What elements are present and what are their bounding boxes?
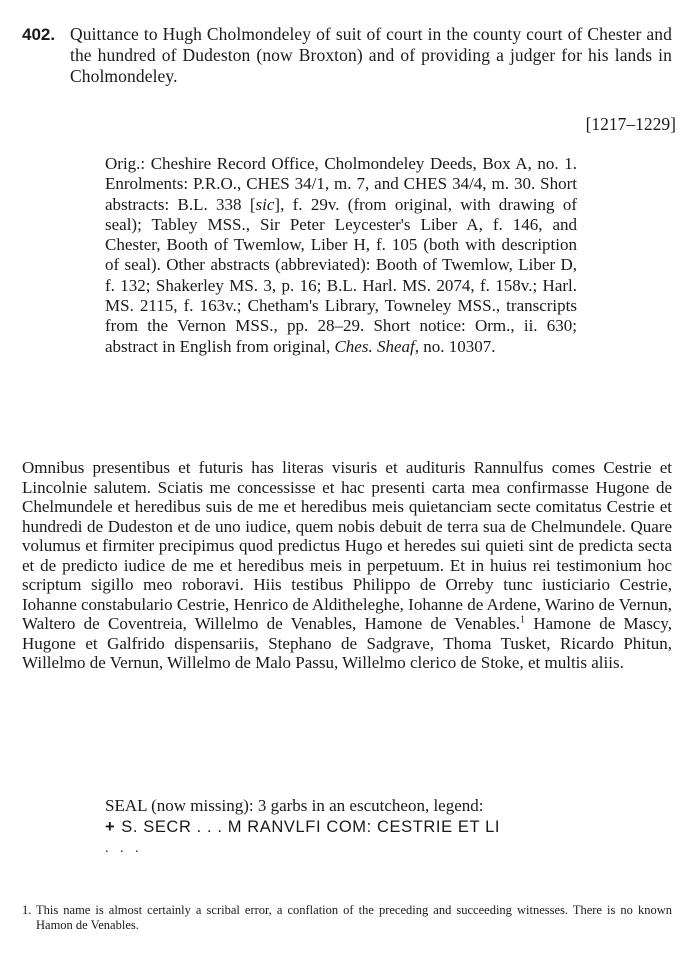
footnote	[22, 903, 672, 933]
sources-text-3: , no. 10307.	[414, 336, 496, 356]
charter-text	[22, 458, 672, 673]
entry-title: Quittance to Hugh Cholmondeley of suit of court in the county court of Chester and the hundred of Dudeston (now Broxton) and of providing a judger for his lands in Cholmondeley.	[70, 24, 672, 86]
seal-summary: SEAL (now missing): 3 garbs in an escutcheon, legend:	[105, 796, 484, 815]
seal-legend-ellipsis: . . .	[105, 841, 143, 856]
entry-number: 402.	[22, 25, 56, 44]
seal-legend: S. SECR . . . M RANVLFI COM: CESTRIE ET LI	[121, 817, 501, 836]
entry-heading	[22, 24, 672, 87]
sic-note: sic	[255, 194, 275, 214]
charter-text-2: Hamone de Mascy, Hugone et Galfrido dispensariis, Stephano de Sadgrave, Thoma Tusket, Ricardo Phitun, Willelmo de Vernun, Willelmo de Malo Passu, Willelmo clerico de Stoke, et multis aliis.	[22, 614, 672, 672]
entry-date: [1217–1229]	[585, 114, 676, 134]
ches-sheaf-title: Ches. Sheaf	[334, 336, 415, 356]
footnote-reference: 1	[520, 614, 526, 626]
sources-text-1: Orig.: Cheshire Record Office, Cholmondeley Deeds, Box A, no. 1. Enrolments: P.R.O., CHES 34/1, m. 7, and CHES 34/4, m. 30. Short abstracts: B.L. 338 [	[105, 154, 577, 214]
charter-text-1: Omnibus presentibus et futuris has literas visuris et audituris Rannulfus comes Cestrie et Lincolnie salutem. Sciatis me concessisse et hac presenti carta mea confirmasse Hugone de Chelmundele et heredibus suis de me et heredibus meis quietanciam secte comitatus Cestrie et hundredi de Dudeston et de uno iudice, quem nobis debuit de terra sua de Chelmundele. Quare volumus et firmiter precipimus quod predictus Hugo et heredes sui quieti sint de predicta secta et de predicto iudice de me et heredibus meis in perpetuum. Et in huius rei testimonium hoc scriptum sigillo meo roboravi. Hiis testibus Philippo de Orreby tunc iusticiario Cestrie, Iohanne constabulario Cestrie, Henrico de Alditheleghe, Iohanne de Ardene, Warino de Vernun, Waltero de Coventreia, Willelmo de Venables, Hamone de Venables.	[22, 458, 672, 633]
sources-text-2: ], f. 29v. (from original, with drawing of seal); Tabley MSS., Sir Peter Leycester's Liber A, f. 146, and Chester, Booth of Twemlow, Liber H, f. 105 (both with description of seal). Other abstracts (abbreviated): Booth of Twemlow, Liber D, f. 132; Shakerley MS. 3, p. 16; B.L. Harl. MS. 2074, f. 158v.; Harl. MS. 2115, f. 163v.; Chetham's Library, Towneley MSS., transcripts from the Vernon MSS., pp. 28–29. Short notice: Orm., ii. 630; abstract in English from original,	[105, 194, 577, 356]
footnote-number: 1.	[22, 903, 32, 917]
sources-paragraph	[105, 154, 577, 357]
seal-legend-line	[105, 817, 605, 838]
footnote-text: This name is almost certainly a scribal error, a conflation of the preceding and succeeding witnesses. There is no known Hamon de Venables.	[36, 903, 672, 932]
seal-description	[105, 796, 605, 860]
cross-symbol: +	[105, 817, 116, 836]
